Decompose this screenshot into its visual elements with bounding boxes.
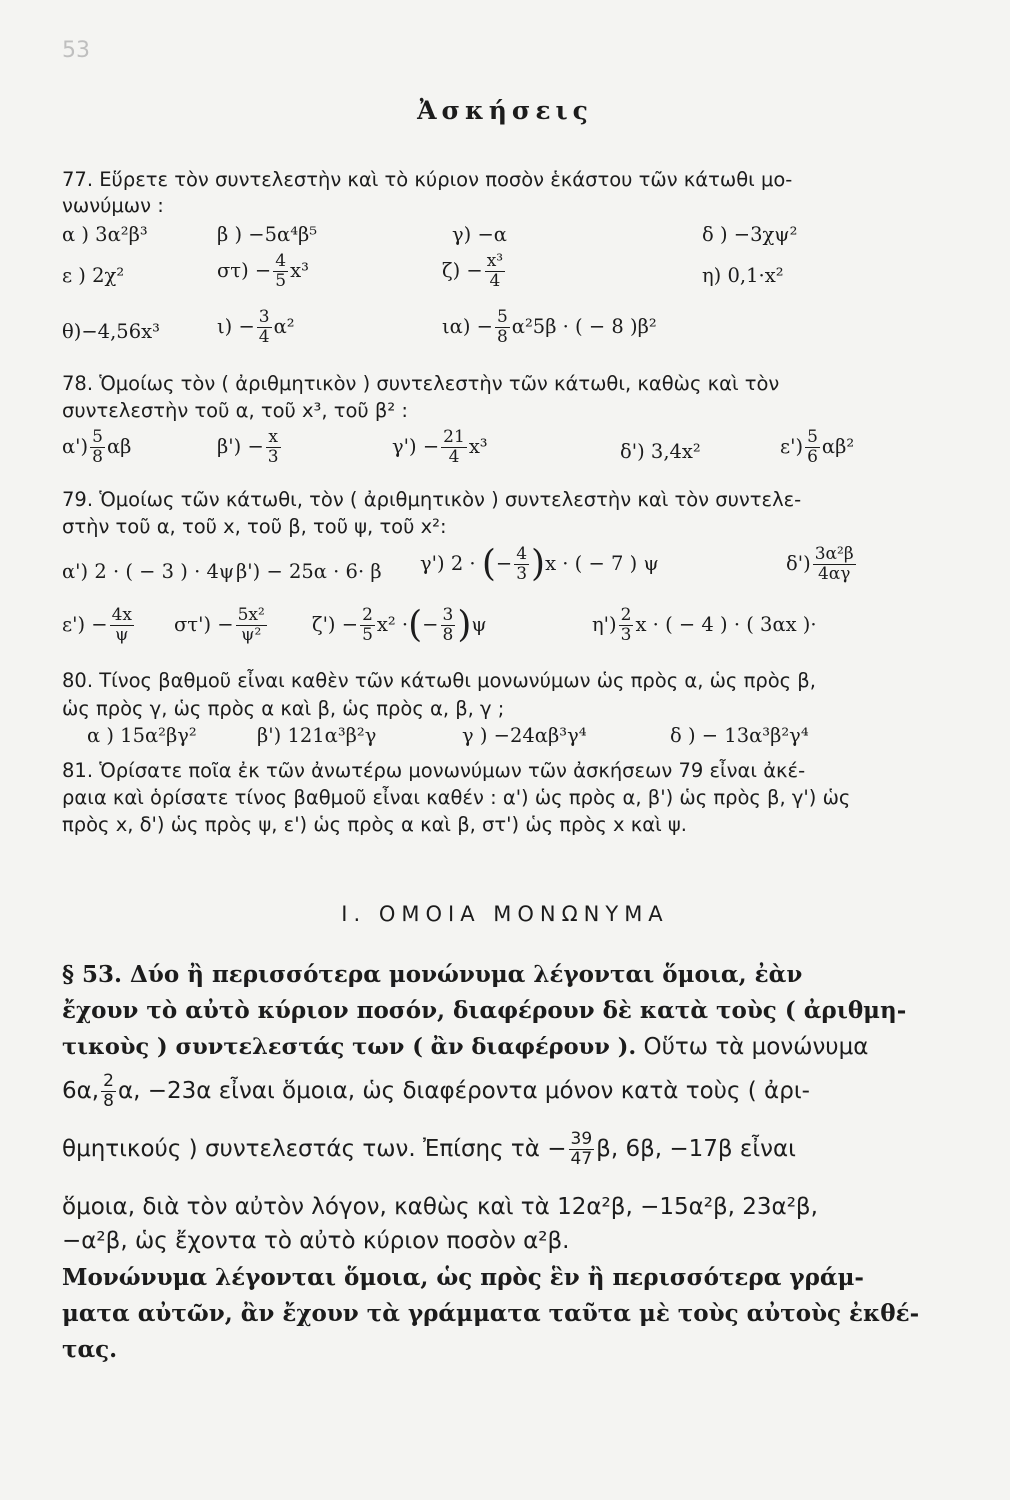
exercise-81-text-end: πρὸς x, δ') ὡς πρὸς ψ, ε') ὡς πρὸς α καὶ β, στ') ὡς πρὸς x καὶ ψ. — [62, 813, 687, 836]
ex77-item-z: ζ) − $\frac{\text{x³}}{4}$ — [442, 251, 504, 291]
ex77-item-e: ε ) 2χ² — [62, 264, 125, 287]
ex79-item-g: γ') 2 · (− $\frac{4}{3}$ )x · ( − 7 ) ψ — [420, 543, 659, 585]
ex79-item-z: ζ') − $\frac{2}{5}$ x² ·(− $\frac{3}{8}$ )ψ — [312, 604, 487, 646]
exercise-78-text-cont: συντελεστὴν τοῦ α, τοῦ x³, τοῦ β² : — [62, 399, 408, 422]
exercise-80-text: 80. Τίνος βαθμοῦ εἶναι καθὲν τῶν κάτωθι μονωνύμων ὡς πρὸς α, ὡς πρὸς β, — [62, 669, 816, 692]
ex77-item-st: στ) − $\frac{4}{5}$ x³ — [217, 251, 309, 291]
section-heading: I. ΟΜΟΙΑ ΜΟΝΩΝΥΜΑ — [341, 902, 669, 926]
ex80-item-b: β') 121α³β²γ — [257, 724, 377, 747]
ex77-item-g: γ) −α — [452, 223, 507, 246]
ex77-item-th: θ)−4,56x³ — [62, 320, 160, 343]
exercise-77-row1 — [62, 222, 932, 252]
ex78-item-g: γ') − $\frac{21}{4}$ x³ — [392, 427, 488, 467]
exercise-77-intro: 77. Εὕρετε τὸν συντελεστὴν καὶ τὸ κύριον ποσὸν ἑκάστου τῶν κάτωθι μο- — [62, 168, 793, 191]
exercise-80-text-cont: ὡς πρὸς γ, ὡς πρὸς α καὶ β, ὡς πρὸς α, β, γ ; — [62, 697, 505, 720]
section-53-line2: ἔχουν τὸ αὐτὸ κύριον ποσόν, διαφέρουν δὲ κατὰ τοὺς ( ἀριθμη- — [62, 997, 907, 1024]
section-53-line10: τας. — [62, 1336, 118, 1363]
section-53-line5: θμητικούς ) συντελεστάς των. Ἐπίσης τὰ − $\frac{39}{47}$ β, 6β, −17β εἶναι — [62, 1129, 796, 1169]
ex79-item-a: α') 2 · ( − 3 ) · 4ψ — [62, 560, 235, 583]
section-53-line6: ὅμοια, διὰ τὸν αὐτὸν λόγον, καθὼς καὶ τὰ 12α²β, −15α²β, 23α²β, — [62, 1194, 818, 1220]
ex77-item-b: β ) −5α⁴β⁵ — [217, 223, 318, 246]
ex79-item-st: στ') − $\frac{\text{5x²}}{\text{ψ²}}$ — [174, 605, 265, 645]
section-53-line4: 6α, $\frac{2}{8}$ α, −23α εἶναι ὅμοια, ὡς διαφέροντα μόνον κατὰ τοὺς ( ἀρι- — [62, 1071, 810, 1111]
ex77-item-a: α ) 3α²β³ — [62, 223, 148, 246]
ex79-item-h: η') $\frac{2}{3}$ x · ( − 4 ) · ( 3αx )· — [592, 605, 817, 645]
page-title: Ἀσκήσεις — [417, 96, 593, 125]
page-number: 53 — [62, 38, 90, 63]
exercise-79-text-cont: στὴν τοῦ α, τοῦ x, τοῦ β, τοῦ ψ, τοῦ x²: — [62, 515, 447, 538]
exercise-79-row2 — [62, 606, 932, 664]
ex79-item-e: ε') − $\frac{4x}{\psi}$ — [62, 605, 133, 645]
exercise-77-row2 — [62, 252, 932, 298]
ex78-item-d: δ') 3,4x² — [620, 440, 701, 463]
exercise-77-intro-cont: νωνύμων : — [62, 194, 164, 217]
ex77-item-h: η) 0,1·x² — [702, 264, 784, 287]
section-53-line3: τικοὺς ) συντελεστάς των ( ἂν διαφέρουν ). Οὕτω τὰ μονώνυμα — [62, 1034, 869, 1060]
ex78-item-a: α') $\frac{5}{8}$ αβ — [62, 427, 132, 467]
ex78-item-e: ε') $\frac{5}{6}$ αβ² — [780, 427, 855, 467]
ex77-item-i: ι) − $\frac{3}{4}$ α² — [217, 307, 295, 347]
ex77-item-d: δ ) −3χψ² — [702, 223, 798, 246]
ex80-item-g: γ ) −24αβ³γ⁴ — [462, 724, 587, 747]
ex78-item-b: β') − $\frac{x}{3}$ — [217, 427, 279, 467]
ex79-item-b: β') − 25α · 6· β — [236, 560, 382, 583]
exercise-79-text: 79. Ὁμοίως τῶν κάτωθι, τὸν ( ἀριθμητικὸν ) συντελεστὴν καὶ τὸν συντελε- — [62, 488, 802, 511]
exercise-81-text-cont: ραια καὶ ὁρίσατε τίνος βαθμοῦ εἶναι καθέν : α') ὡς πρὸς α, β') ὡς πρὸς β, γ') ὡς — [62, 786, 851, 809]
ex79-item-d: δ') $\frac{\text{3α²β}}{4\alpha\gamma}$ — [786, 544, 854, 584]
section-53-line9: ματα αὐτῶν, ἂν ἔχουν τὰ γράμματα ταῦτα μὲ τοὺς αὐτοὺς ἐκθέ- — [62, 1300, 920, 1327]
exercise-77-row3 — [62, 308, 932, 356]
section-53-line1: § 53. Δύο ἢ περισσότερα μονώνυμα λέγονται ὅμοια, ἐὰν — [62, 961, 803, 988]
ex80-item-a: α ) 15α²βγ² — [87, 724, 197, 747]
exercise-81-text: 81. Ὁρίσατε ποῖα ἐκ τῶν ἀνωτέρω μονωνύμων τῶν ἀσκήσεων 79 εἶναι ἀκέ- — [62, 759, 806, 782]
ex77-item-ia: ια) − $\frac{5}{8}$ α²5β · ( − 8 )β² — [442, 307, 657, 347]
exercise-78-row — [62, 428, 932, 478]
section-53-line8: Μονώνυμα λέγονται ὅμοια, ὡς πρὸς ἓν ἢ περισσότερα γράμ- — [62, 1264, 864, 1291]
ex80-item-d: δ ) − 13α³β²γ⁴ — [670, 724, 809, 747]
exercise-79-row1 — [62, 545, 932, 601]
exercise-78-text: 78. Ὁμοίως τὸν ( ἀριθμητικὸν ) συντελεστὴν τῶν κάτωθι, καθὼς καὶ τὸν — [62, 372, 780, 395]
section-53-line7: −α²β, ὡς ἔχοντα τὸ αὐτὸ κύριον ποσὸν α²β. — [62, 1228, 570, 1254]
